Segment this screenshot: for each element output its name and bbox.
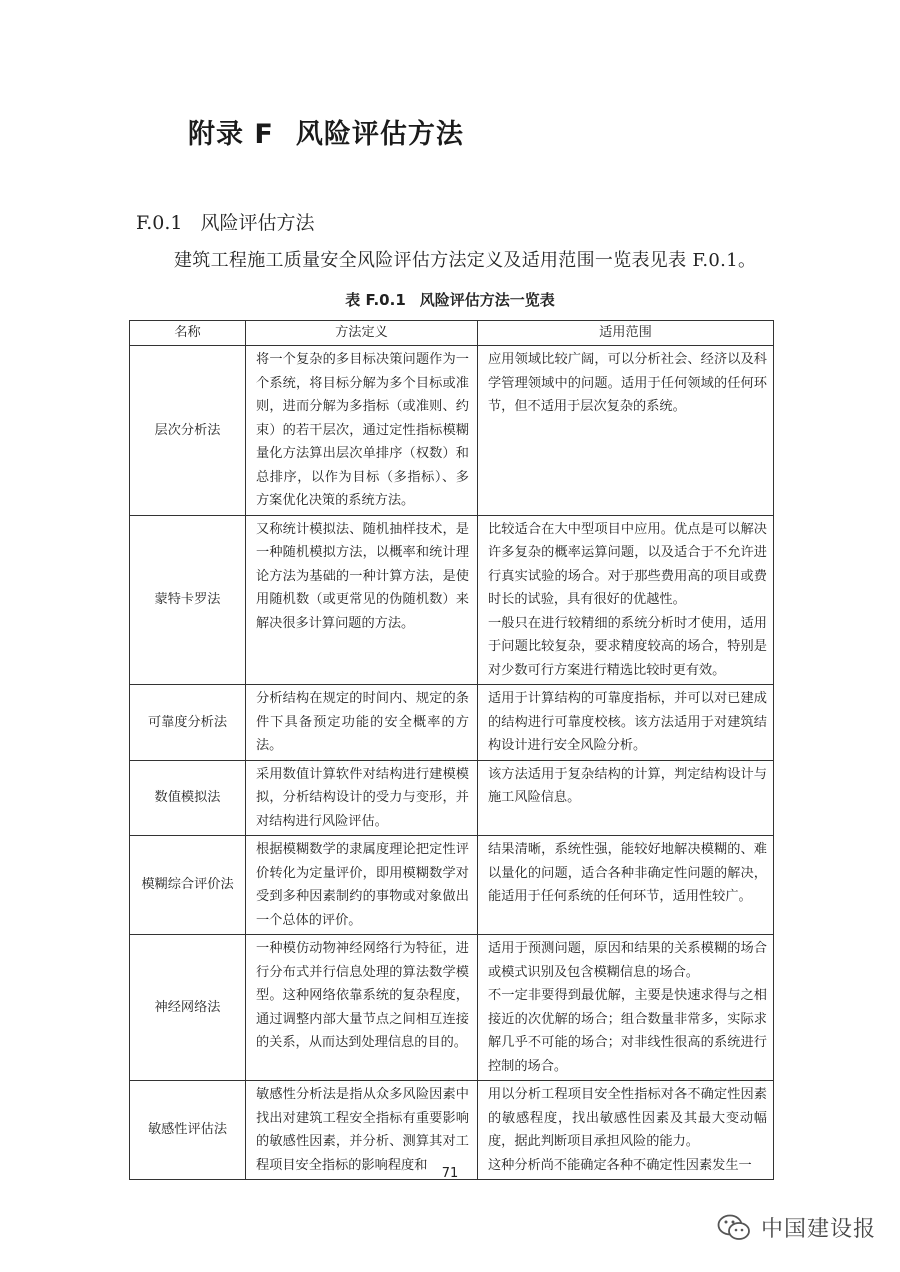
method-name: 蒙特卡罗法 [130,515,246,685]
method-name: 可靠度分析法 [130,685,246,761]
method-scope [478,685,774,761]
table-caption [0,289,900,310]
method-definition: 敏感性分析法是指从众多风险因素中找出对建筑工程安全指标有重要影响的敏感性因素，并分析、测算其对工程项目安全指标的影响程度和 [246,1081,478,1180]
method-name: 模糊综合评价法 [130,836,246,935]
method-scope [478,935,774,1081]
scope-paragraph: 结果清晰，系统性强，能较好地解决模糊的、难以量化的问题，适合各种非确定性问题的解决，能适用于任何系统的任何环节，适用性较广。 [488,842,767,904]
scope-paragraph: 比较适合在大中型项目中应用。优点是可以解决许多复杂的概率运算问题，以及适合于不允许进行真实试验的场合。对于那些费用高的项目或费时长的试验，具有很好的优越性。 [488,521,767,607]
table-row [130,836,774,935]
section-heading [136,208,315,235]
watermark [717,1212,876,1243]
section-title: 风险评估方法 [200,212,315,234]
table-row [130,346,774,516]
scope-paragraph: 适用于预测问题，原因和结果的关系模糊的场合或模式识别及包含模糊信息的场合。 [488,941,767,980]
method-name: 数值模拟法 [130,760,246,836]
page-number: 71 [441,1166,459,1181]
method-definition: 又称统计模拟法、随机抽样技术，是一种随机模拟方法，以概率和统计理论方法为基础的一种计算方法，是使用随机数（或更常见的伪随机数）来解决很多计算问题的方法。 [246,515,478,685]
table-header-row [130,321,774,346]
method-scope [478,1081,774,1180]
table-row [130,515,774,685]
table-row [130,935,774,1081]
header-name: 名称 [130,321,246,346]
method-name: 敏感性评估法 [130,1081,246,1180]
scope-paragraph: 适用于计算结构的可靠度指标，并可以对已建成的结构进行可靠度校核。该方法适用于对建筑结构设计进行安全风险分析。 [488,691,767,753]
header-scope: 适用范围 [478,321,774,346]
method-definition: 根据模糊数学的隶属度理论把定性评价转化为定量评价，即用模糊数学对受到多种因素制约的事物或对象做出一个总体的评价。 [246,836,478,935]
table-row [130,760,774,836]
method-definition: 采用数值计算软件对结构进行建模模拟，分析结构设计的受力与变形，并对结构进行风险评估。 [246,760,478,836]
appendix-label: 附录 F [188,119,274,150]
appendix-title-text: 风险评估方法 [295,119,464,150]
method-name: 层次分析法 [130,346,246,516]
scope-paragraph: 应用领域比较广阔，可以分析社会、经济以及科学管理领域中的问题。适用于任何领域的任何环节，但不适用于层次复杂的系统。 [488,352,767,414]
scope-paragraph: 一般只在进行较精细的系统分析时才使用，适用于问题比较复杂，要求精度较高的场合，特别是对少数可行方案进行精选比较时更有效。 [488,615,767,678]
wechat-icon [717,1213,751,1243]
table-row [130,685,774,761]
watermark-text: 中国建设报 [760,1217,876,1242]
table-caption-title: 风险评估方法一览表 [419,291,555,309]
scope-paragraph: 该方法适用于复杂结构的计算，判定结构设计与施工风险信息。 [488,766,767,805]
method-scope [478,346,774,516]
scope-paragraph: 不一定非要得到最优解，主要是快速求得与之相接近的次优解的场合；组合数量非常多，实际求解几乎不可能的场合；对非线性很高的系统进行控制的场合。 [488,988,767,1074]
method-definition: 将一个复杂的多目标决策问题作为一个系统，将目标分解为多个目标或准则，进而分解为多指标（或准则、约束）的若干层次，通过定性指标模糊量化方法算出层次单排序（权数）和总排序，以作为目标（多指标）、多方案优化决策的系统方法。 [246,346,478,516]
methods-table [129,320,774,1180]
method-name: 神经网络法 [130,935,246,1081]
method-definition: 分析结构在规定的时间内、规定的条件下具备预定功能的安全概率的方法。 [246,685,478,761]
method-definition: 一种模仿动物神经网络行为特征，进行分布式并行信息处理的算法数学模型。这种网络依靠系统的复杂程度，通过调整内部大量节点之间相互连接的关系，从而达到处理信息的目的。 [246,935,478,1081]
section-number: F.0.1 [136,212,183,234]
scope-paragraph: 这种分析尚不能确定各种不确定性因素发生一 [488,1157,752,1173]
table-caption-label: 表 F.0.1 [345,291,406,309]
scope-paragraph: 用以分析工程项目安全性指标对各不确定性因素的敏感程度，找出敏感性因素及其最大变动幅度，据此判断项目承担风险的能力。 [488,1087,767,1149]
intro-paragraph: 建筑工程施工质量安全风险评估方法定义及适用范围一览表见表 F.0.1。 [174,250,757,271]
header-definition: 方法定义 [246,321,478,346]
method-scope [478,760,774,836]
method-scope [478,515,774,685]
table-row [130,1081,774,1180]
appendix-title [188,112,464,151]
method-scope [478,836,774,935]
